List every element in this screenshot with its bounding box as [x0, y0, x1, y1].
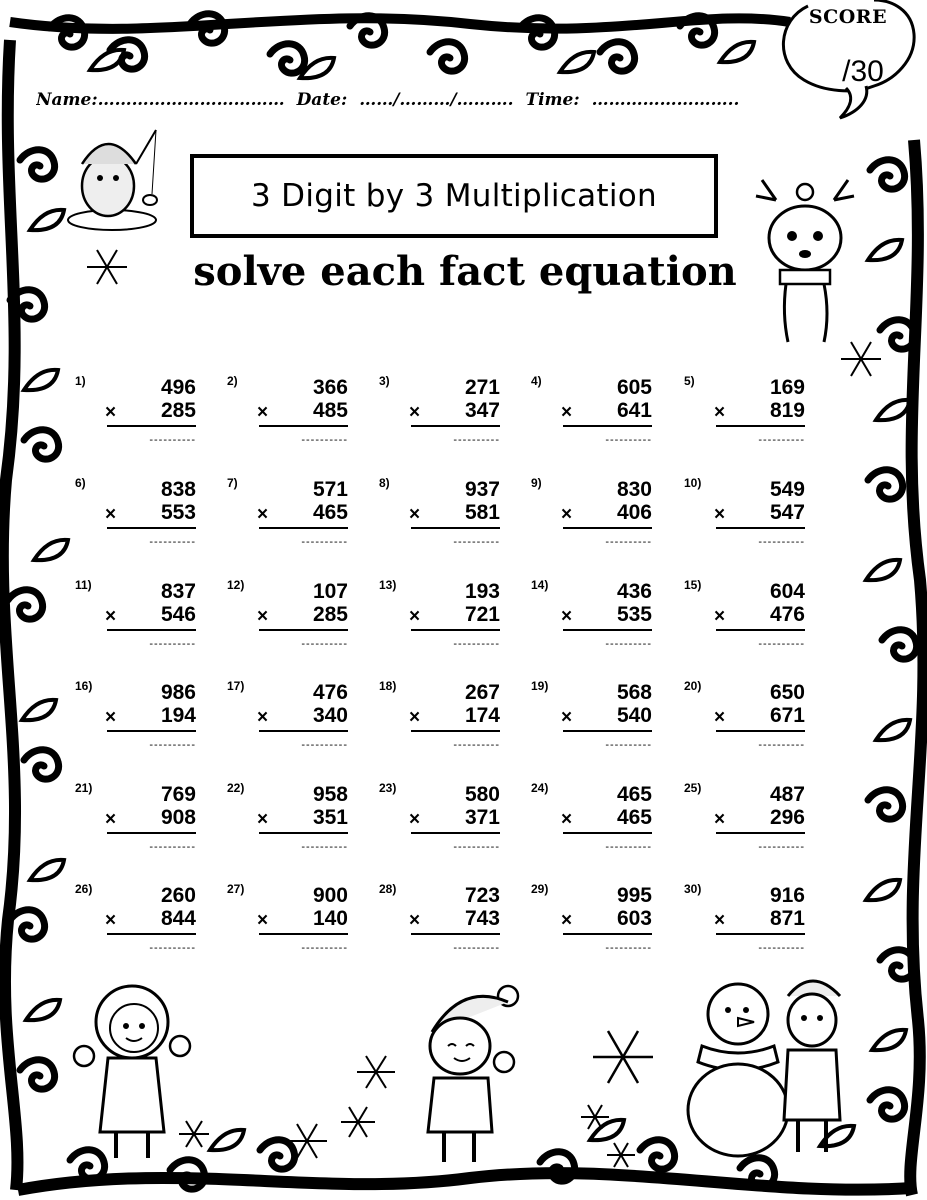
child-winter-hat-icon: [410, 982, 522, 1172]
multiplier: 819: [769, 399, 805, 422]
multiply-sign: ×: [257, 504, 269, 525]
multiplicand: 107: [312, 580, 348, 603]
problem-10: [684, 476, 805, 566]
multiplicand: 937: [464, 478, 500, 501]
problem-11: [75, 578, 196, 668]
multiply-sign: ×: [409, 504, 421, 525]
answer-blank[interactable]: ----------: [453, 434, 500, 446]
problem-number: 26): [75, 882, 93, 896]
problem-number: 19): [531, 679, 549, 693]
answer-blank[interactable]: ----------: [605, 434, 652, 446]
multiplicand: 580: [464, 783, 500, 806]
problem-13: [379, 578, 500, 668]
multiply-sign: ×: [257, 707, 269, 728]
problem-17: [227, 679, 348, 769]
problem-7: [227, 476, 348, 566]
problem-9: [531, 476, 652, 566]
problem-number: 25): [684, 781, 702, 795]
multiply-sign: ×: [714, 504, 726, 525]
product-rule-line: [411, 933, 500, 935]
multiplicand: 830: [616, 478, 652, 501]
problem-25: [684, 781, 805, 871]
multiply-sign: ×: [105, 809, 117, 830]
date-label: Date:: [296, 90, 348, 110]
worksheet-subtitle: solve each fact equation: [193, 248, 737, 295]
multiplier: 371: [464, 806, 500, 829]
problem-number: 2): [227, 374, 238, 388]
problem-number: 6): [75, 476, 86, 490]
multiplier: 908: [160, 806, 196, 829]
problem-number: 10): [684, 476, 702, 490]
multiplier: 743: [464, 907, 500, 930]
product-rule-line: [107, 933, 196, 935]
multiply-sign: ×: [105, 707, 117, 728]
multiplicand: 487: [769, 783, 805, 806]
multiply-sign: ×: [561, 402, 573, 423]
multiply-sign: ×: [409, 707, 421, 728]
product-rule-line: [107, 629, 196, 631]
multiplicand: 568: [616, 681, 652, 704]
product-rule-line: [259, 629, 348, 631]
problem-30: [684, 882, 805, 972]
answer-blank[interactable]: ----------: [149, 434, 196, 446]
multiply-sign: ×: [257, 809, 269, 830]
problem-20: [684, 679, 805, 769]
answer-blank[interactable]: ----------: [149, 638, 196, 650]
multiply-sign: ×: [561, 504, 573, 525]
problem-number: 27): [227, 882, 245, 896]
answer-blank[interactable]: ----------: [301, 434, 348, 446]
snowflake-icon: [578, 1100, 612, 1134]
multiplier: 671: [769, 704, 805, 727]
multiply-sign: ×: [257, 910, 269, 931]
product-rule-line: [411, 730, 500, 732]
answer-blank[interactable]: ----------: [301, 638, 348, 650]
multiplier: 546: [160, 603, 196, 626]
multiplier: 721: [464, 603, 500, 626]
multiplier: 476: [769, 603, 805, 626]
snowflake-icon: [338, 1102, 378, 1142]
product-rule-line: [716, 527, 805, 529]
problem-5: [684, 374, 805, 464]
snowflake-icon: [604, 1138, 638, 1172]
snowflake-icon: [176, 1116, 212, 1152]
multiplier: 174: [464, 704, 500, 727]
answer-blank[interactable]: ----------: [605, 638, 652, 650]
multiply-sign: ×: [105, 910, 117, 931]
answer-blank[interactable]: ----------: [605, 536, 652, 548]
multiplicand: 549: [769, 478, 805, 501]
problem-number: 18): [379, 679, 397, 693]
multiply-sign: ×: [561, 910, 573, 931]
worksheet-title: 3 Digit by 3 Multiplication: [250, 178, 657, 214]
multiplicand: 900: [312, 884, 348, 907]
snowflake-icon: [84, 244, 130, 290]
problem-number: 8): [379, 476, 390, 490]
multiplier: 553: [160, 501, 196, 524]
product-rule-line: [716, 933, 805, 935]
product-rule-line: [259, 730, 348, 732]
multiply-sign: ×: [409, 809, 421, 830]
product-rule-line: [563, 527, 652, 529]
answer-blank[interactable]: ----------: [453, 739, 500, 751]
answer-blank[interactable]: ----------: [301, 739, 348, 751]
multiplier: 641: [616, 399, 652, 422]
product-rule-line: [716, 832, 805, 834]
answer-blank[interactable]: ----------: [758, 638, 805, 650]
problem-21: [75, 781, 196, 871]
snowflake-icon: [354, 1050, 398, 1094]
answer-blank[interactable]: ----------: [149, 841, 196, 853]
multiplicand: 476: [312, 681, 348, 704]
multiplier: 581: [464, 501, 500, 524]
problem-27: [227, 882, 348, 972]
snowflake-icon: [588, 1022, 658, 1092]
product-rule-line: [411, 629, 500, 631]
multiply-sign: ×: [714, 809, 726, 830]
product-rule-line: [259, 425, 348, 427]
multiplicand: 723: [464, 884, 500, 907]
multiplicand: 769: [160, 783, 196, 806]
answer-blank[interactable]: ----------: [453, 942, 500, 954]
multiply-sign: ×: [714, 402, 726, 423]
product-rule-line: [107, 425, 196, 427]
problem-number: 23): [379, 781, 397, 795]
multiplier: 535: [616, 603, 652, 626]
multiplier: 351: [312, 806, 348, 829]
product-rule-line: [563, 832, 652, 834]
problem-16: [75, 679, 196, 769]
multiplier: 540: [616, 704, 652, 727]
problem-28: [379, 882, 500, 972]
title-box: [190, 154, 718, 238]
product-rule-line: [107, 832, 196, 834]
multiply-sign: ×: [409, 606, 421, 627]
multiply-sign: ×: [257, 402, 269, 423]
problem-1: [75, 374, 196, 464]
problem-number: 17): [227, 679, 245, 693]
problem-29: [531, 882, 652, 972]
problem-26: [75, 882, 196, 972]
score-label: SCORE: [808, 6, 888, 28]
multiplier: 844: [160, 907, 196, 930]
multiply-sign: ×: [105, 504, 117, 525]
problem-number: 16): [75, 679, 93, 693]
problem-22: [227, 781, 348, 871]
time-label: Time:: [525, 90, 580, 110]
product-rule-line: [411, 527, 500, 529]
answer-blank[interactable]: ----------: [605, 942, 652, 954]
multiplicand: 837: [160, 580, 196, 603]
multiplier: 296: [769, 806, 805, 829]
multiply-sign: ×: [409, 910, 421, 931]
multiplicand: 571: [312, 478, 348, 501]
multiplicand: 436: [616, 580, 652, 603]
time-field[interactable]: ……………………..: [591, 90, 740, 110]
multiplier: 465: [312, 501, 348, 524]
multiply-sign: ×: [714, 910, 726, 931]
problem-number: 11): [75, 578, 92, 592]
multiplier: 485: [312, 399, 348, 422]
score-value[interactable]: /30: [842, 55, 884, 88]
product-rule-line: [411, 425, 500, 427]
multiplicand: 271: [464, 376, 500, 399]
multiplicand: 995: [616, 884, 652, 907]
answer-blank[interactable]: ----------: [453, 841, 500, 853]
problem-number: 30): [684, 882, 702, 896]
multiplier: 140: [312, 907, 348, 930]
product-rule-line: [107, 730, 196, 732]
answer-blank[interactable]: ----------: [758, 942, 805, 954]
multiply-sign: ×: [105, 402, 117, 423]
problem-2: [227, 374, 348, 464]
answer-blank[interactable]: ----------: [758, 434, 805, 446]
product-rule-line: [716, 629, 805, 631]
multiply-sign: ×: [714, 606, 726, 627]
multiply-sign: ×: [561, 809, 573, 830]
answer-blank[interactable]: ----------: [605, 841, 652, 853]
problem-14: [531, 578, 652, 668]
student-info-line: [36, 90, 796, 116]
problem-number: 9): [531, 476, 542, 490]
multiplier: 340: [312, 704, 348, 727]
multiply-sign: ×: [714, 707, 726, 728]
problem-number: 12): [227, 578, 245, 592]
problem-number: 3): [379, 374, 390, 388]
multiplicand: 267: [464, 681, 500, 704]
multiplicand: 169: [769, 376, 805, 399]
product-rule-line: [563, 730, 652, 732]
child-with-snowman-icon: [684, 970, 852, 1160]
problem-8: [379, 476, 500, 566]
multiplicand: 916: [769, 884, 805, 907]
multiplier: 406: [616, 501, 652, 524]
multiply-sign: ×: [409, 402, 421, 423]
snowflake-icon: [838, 336, 884, 382]
multiplicand: 260: [160, 884, 196, 907]
problem-number: 7): [227, 476, 238, 490]
answer-blank[interactable]: ----------: [605, 739, 652, 751]
problem-number: 13): [379, 578, 397, 592]
multiply-sign: ×: [561, 707, 573, 728]
problem-15: [684, 578, 805, 668]
answer-blank[interactable]: ----------: [149, 536, 196, 548]
product-rule-line: [563, 425, 652, 427]
answer-blank[interactable]: ----------: [453, 638, 500, 650]
multiplier: 465: [616, 806, 652, 829]
problem-3: [379, 374, 500, 464]
multiplicand: 650: [769, 681, 805, 704]
multiplicand: 604: [769, 580, 805, 603]
answer-blank[interactable]: ----------: [301, 536, 348, 548]
multiplicand: 958: [312, 783, 348, 806]
product-rule-line: [259, 832, 348, 834]
answer-blank[interactable]: ----------: [149, 942, 196, 954]
multiplicand: 193: [464, 580, 500, 603]
answer-blank[interactable]: ----------: [149, 739, 196, 751]
answer-blank[interactable]: ----------: [301, 942, 348, 954]
multiplier: 285: [312, 603, 348, 626]
multiplicand: 366: [312, 376, 348, 399]
problem-number: 28): [379, 882, 397, 896]
problem-24: [531, 781, 652, 871]
answer-blank[interactable]: ----------: [758, 536, 805, 548]
multiplier: 547: [769, 501, 805, 524]
multiplier: 347: [464, 399, 500, 422]
multiplicand: 986: [160, 681, 196, 704]
problem-18: [379, 679, 500, 769]
problem-number: 22): [227, 781, 245, 795]
date-field[interactable]: ……/………/……….: [359, 90, 514, 110]
problem-number: 20): [684, 679, 702, 693]
multiplicand: 605: [616, 376, 652, 399]
multiplier: 603: [616, 907, 652, 930]
product-rule-line: [563, 933, 652, 935]
problem-number: 24): [531, 781, 549, 795]
answer-blank[interactable]: ----------: [301, 841, 348, 853]
multiplier: 871: [769, 907, 805, 930]
name-field[interactable]: Name:……………………………: [36, 90, 285, 110]
problem-4: [531, 374, 652, 464]
penguin-fishing-icon: [64, 124, 164, 232]
multiplicand: 496: [160, 376, 196, 399]
problem-number: 21): [75, 781, 93, 795]
product-rule-line: [716, 425, 805, 427]
multiply-sign: ×: [561, 606, 573, 627]
snowflake-icon: [284, 1118, 330, 1164]
reindeer-icon: [752, 170, 858, 346]
problem-23: [379, 781, 500, 871]
problem-number: 15): [684, 578, 702, 592]
problem-19: [531, 679, 652, 769]
product-rule-line: [563, 629, 652, 631]
answer-blank[interactable]: ----------: [758, 739, 805, 751]
problem-12: [227, 578, 348, 668]
multiply-sign: ×: [105, 606, 117, 627]
multiply-sign: ×: [257, 606, 269, 627]
product-rule-line: [716, 730, 805, 732]
problem-number: 5): [684, 374, 695, 388]
answer-blank[interactable]: ----------: [758, 841, 805, 853]
answer-blank[interactable]: ----------: [453, 536, 500, 548]
product-rule-line: [259, 527, 348, 529]
problem-number: 14): [531, 578, 549, 592]
problem-number: 1): [75, 374, 86, 388]
multiplicand: 838: [160, 478, 196, 501]
problem-number: 4): [531, 374, 542, 388]
product-rule-line: [107, 527, 196, 529]
problem-6: [75, 476, 196, 566]
problem-number: 29): [531, 882, 549, 896]
product-rule-line: [411, 832, 500, 834]
multiplier: 285: [160, 399, 196, 422]
multiplicand: 465: [616, 783, 652, 806]
multiplier: 194: [160, 704, 196, 727]
product-rule-line: [259, 933, 348, 935]
